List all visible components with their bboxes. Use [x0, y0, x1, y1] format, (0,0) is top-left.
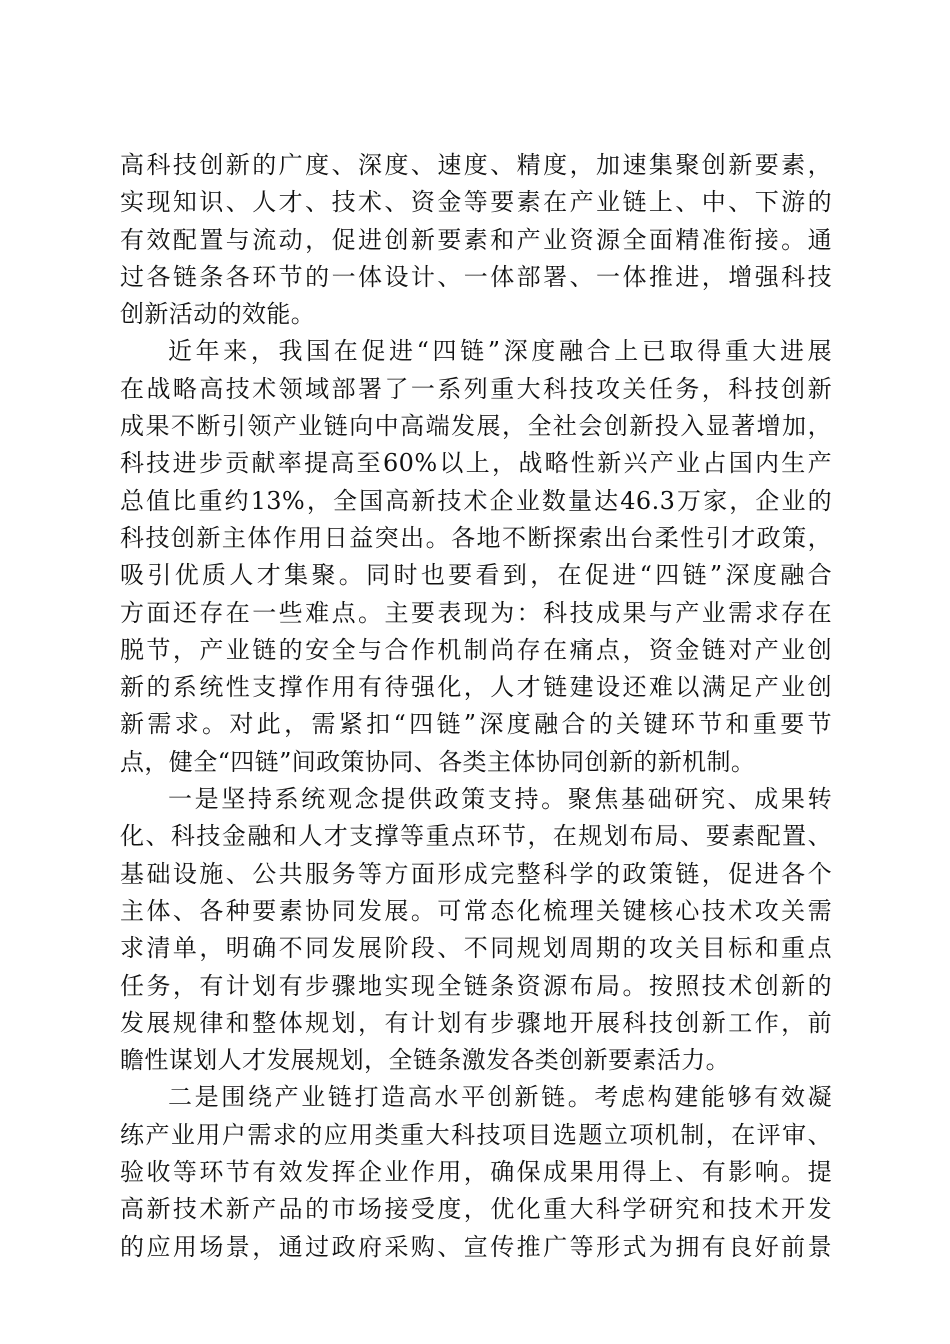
text-line: 创新活动的效能。 — [120, 300, 316, 329]
text-line: 基础设施、公共服务等方面形成完整科学的政策链，促进各个 — [120, 859, 832, 888]
text-line: 有效配置与流动，促进创新要素和产业资源全面精准衔接。通 — [120, 225, 832, 254]
text-line: 在战略高技术领域部署了一系列重大科技攻关任务，科技创新 — [120, 374, 832, 403]
text-line: 脱节，产业链的安全与合作机制尚存在痛点，资金链对产业创 — [120, 635, 832, 664]
text-line: 瞻性谋划人才发展规划，全链条激发各类创新要素活力。 — [120, 1046, 730, 1075]
text-line: 求清单，明确不同发展阶段、不同规划周期的攻关目标和重点 — [120, 934, 832, 963]
text-line: 成果不断引领产业链向中高端发展，全社会创新投入显著增加， — [120, 412, 832, 441]
text-line: 一是坚持系统观念提供政策支持。聚焦基础研究、成果转 — [168, 785, 832, 814]
text-line: 实现知识、人才、技术、资金等要素在产业链上、中、下游的 — [120, 188, 832, 217]
paragraph-2 — [120, 333, 832, 781]
text-line: 总值比重约13%，全国高新技术企业数量达46.3万家，企业的 — [120, 486, 832, 515]
text-line: 二是围绕产业链打造高水平创新链。考虑构建能够有效凝 — [168, 1083, 832, 1112]
text-line: 点，健全“四链”间政策协同、各类主体协同创新的新机制。 — [120, 747, 756, 776]
text-line: 科技创新主体作用日益突出。各地不断探索出台柔性引才政策， — [120, 523, 832, 552]
paragraph-4 — [120, 1079, 832, 1265]
text-line: 任务，有计划有步骤地实现全链条资源布局。按照技术创新的 — [120, 971, 832, 1000]
text-line: 新需求。对此，需紧扣“四链”深度融合的关键环节和重要节 — [120, 710, 832, 739]
text-line: 新的系统性支撑作用有待强化，人才链建设还难以满足产业创 — [120, 673, 832, 702]
text-line: 近年来，我国在促进“四链”深度融合上已取得重大进展 — [168, 337, 832, 366]
text-line: 主体、各种要素协同发展。可常态化梳理关键核心技术攻关需 — [120, 896, 832, 925]
text-line: 高新技术新产品的市场接受度，优化重大科学研究和技术开发 — [120, 1195, 832, 1224]
paragraph-1 — [120, 147, 832, 333]
document-page — [120, 147, 832, 1266]
text-line: 科技进步贡献率提高至60%以上，战略性新兴产业占国内生产 — [120, 449, 832, 478]
text-line: 吸引优质人才集聚。同时也要看到，在促进“四链”深度融合 — [120, 561, 832, 590]
text-line: 发展规律和整体规划，有计划有步骤地开展科技创新工作，前 — [120, 1008, 832, 1037]
text-line: 练产业用户需求的应用类重大科技项目选题立项机制，在评审、 — [120, 1120, 832, 1149]
text-line: 验收等环节有效发挥企业作用，确保成果用得上、有影响。提 — [120, 1158, 832, 1187]
text-line: 高科技创新的广度、深度、速度、精度，加速集聚创新要素， — [120, 151, 832, 179]
text-line: 化、科技金融和人才支撑等重点环节，在规划布局、要素配置、 — [120, 822, 832, 851]
text-line: 方面还存在一些难点。主要表现为：科技成果与产业需求存在 — [120, 598, 832, 627]
paragraph-3 — [120, 781, 832, 1079]
text-line: 过各链条各环节的一体设计、一体部署、一体推进，增强科技 — [120, 262, 832, 291]
text-line: 的应用场景，通过政府采购、宣传推广等形式为拥有良好前景 — [120, 1232, 832, 1261]
